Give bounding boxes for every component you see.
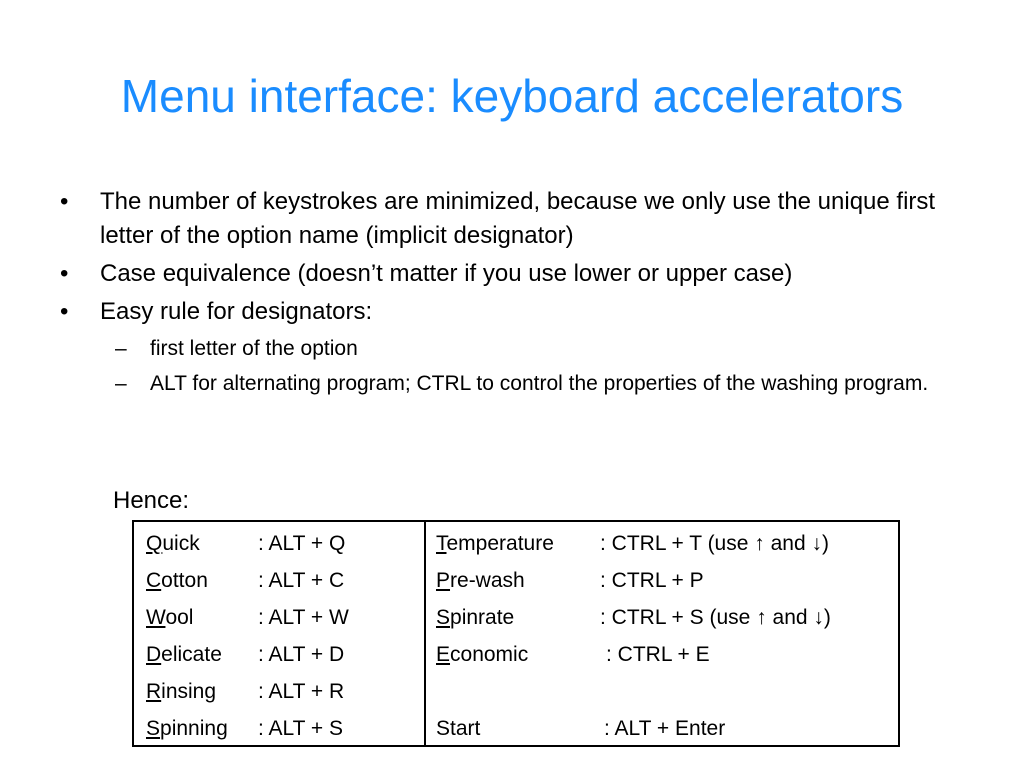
accelerator-letter: E	[436, 643, 451, 666]
hence-label: Hence:	[113, 487, 190, 514]
option-name	[436, 712, 480, 746]
shortcut-value: : ALT + S	[258, 717, 344, 740]
shortcut-value: : ALT + R	[258, 680, 345, 703]
shortcut-value: : ALT + Enter	[604, 717, 726, 740]
option-name-rest: re-wash	[450, 569, 525, 592]
accelerator-letter: W	[146, 606, 166, 629]
option-name	[436, 638, 528, 672]
sub-bullet-item	[60, 368, 980, 399]
slide-title: Menu interface: keyboard accelerators	[120, 70, 904, 122]
accelerator-letter: P	[436, 569, 451, 592]
shortcut-value: : CTRL + S (use ↑ and ↓)	[600, 606, 831, 629]
shortcut-value: : ALT + D	[258, 643, 345, 666]
sub-bullet-text: ALT for alternating program; CTRL to control the properties of the washing program.	[150, 372, 929, 395]
bullet-text: Easy rule for designators:	[100, 298, 373, 325]
accelerator-letter: S	[436, 606, 451, 629]
sub-bullet-marker: –	[115, 372, 127, 395]
shortcut-value: : CTRL + T (use ↑ and ↓)	[600, 532, 829, 555]
accelerator-letter: R	[146, 680, 162, 703]
sub-bullet-text: first letter of the option	[150, 337, 358, 360]
bullet-item	[60, 257, 980, 291]
option-name-rest: pinrate	[450, 606, 515, 629]
bullet-marker: •	[60, 188, 69, 215]
bullet-text: The number of keystrokes are minimized, because we only use the unique first letter of the option name (implicit designator)	[100, 188, 936, 249]
accelerator-letter: S	[146, 717, 161, 740]
accelerator-letter: Q	[146, 532, 163, 555]
option-name-rest: insing	[161, 680, 217, 703]
accelerator-letter: T	[436, 532, 447, 555]
option-name-rest: Start	[436, 717, 481, 740]
shortcut-row-temperature	[134, 527, 898, 561]
shortcut-row-rinsing	[134, 675, 424, 709]
shortcut-value: : CTRL + P	[600, 569, 704, 592]
option-name-rest: pinning	[160, 717, 228, 740]
option-name	[436, 601, 514, 635]
option-name	[146, 675, 216, 709]
bullet-text: Case equivalence (doesn’t matter if you use lower or upper case)	[100, 260, 793, 287]
bullet-marker: •	[60, 260, 69, 287]
option-name-rest: conomic	[450, 643, 529, 666]
bullet-list	[60, 185, 980, 403]
sub-bullet-marker: –	[115, 337, 127, 360]
option-name-rest: ool	[165, 606, 194, 629]
shortcut-value: : ALT + C	[258, 569, 345, 592]
option-name-rest: emperature	[446, 532, 554, 555]
shortcut-row-spinrate	[134, 601, 898, 635]
shortcut-table	[132, 520, 900, 747]
shortcut-row-start	[134, 712, 898, 746]
option-name-rest: elicate	[161, 643, 222, 666]
shortcut-value: : CTRL + E	[606, 643, 710, 666]
shortcut-row-economic	[134, 638, 898, 672]
option-name	[436, 564, 525, 598]
option-name	[436, 527, 554, 561]
bullet-item	[60, 185, 980, 253]
sub-bullet-item	[60, 333, 980, 364]
bullet-marker: •	[60, 298, 69, 325]
option-name-rest: otton	[161, 569, 208, 592]
shortcut-row-prewash	[134, 564, 898, 598]
shortcut-value: : ALT + Q	[258, 532, 346, 555]
bullet-item	[60, 295, 980, 329]
shortcut-value: : ALT + W	[258, 606, 349, 629]
accelerator-letter: C	[146, 569, 162, 592]
accelerator-letter: D	[146, 643, 162, 666]
option-name-rest: uick	[162, 532, 200, 555]
